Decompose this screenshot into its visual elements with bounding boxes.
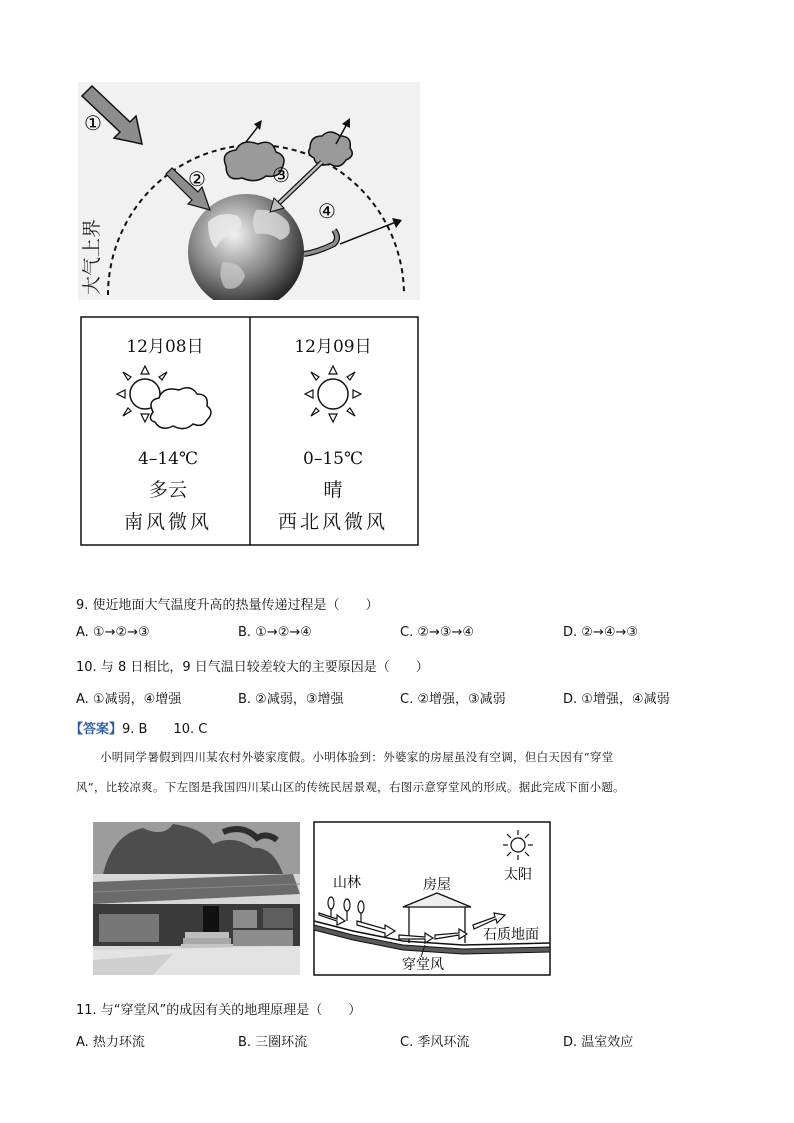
weather-table [80, 316, 420, 548]
weather-date-1: 12月08日 [126, 337, 204, 357]
house-label: 房屋 [423, 877, 451, 893]
question-11-stem: 11. 与“穿堂风”的成因有关的地理原理是（ ） [76, 1003, 362, 1018]
passage-line-1: 小明同学暑假到四川某农村外婆家度假。小明体验到：外婆家的房屋虽没有空调，但白天因有“穿堂 [100, 750, 614, 764]
boundary-label: 大气上界 [81, 218, 103, 295]
cloud-icon-2 [309, 132, 353, 166]
sun-label: 太阳 [504, 867, 532, 883]
q11-option-c[interactable]: C. 季风环流 [400, 1035, 470, 1050]
weather-wind-1: 南风微风 [123, 511, 213, 533]
weather-temp-2: 0–15℃ [303, 449, 363, 469]
q11-option-a[interactable]: A. 热力环流 [76, 1035, 145, 1050]
q9-option-c[interactable]: C. ②→③→④ [400, 625, 475, 640]
weather-wind-2: 西北风微风 [277, 511, 389, 533]
question-10-stem: 10. 与 8 日相比，9 日气温日较差较大的主要原因是（ ） [76, 660, 429, 675]
q11-option-d[interactable]: D. 温室效应 [563, 1035, 634, 1050]
q11-option-b[interactable]: B. 三圈环流 [238, 1035, 308, 1050]
q10-option-c[interactable]: C. ②增强，③减弱 [400, 692, 506, 707]
house-photo [93, 822, 300, 975]
q9-option-b[interactable]: B. ①→②→④ [238, 625, 312, 640]
q10-option-b[interactable]: B. ②减弱，③增强 [238, 692, 344, 707]
q9-option-a[interactable]: A. ①→②→③ [76, 625, 150, 640]
radiation-figure [78, 82, 420, 300]
label-2: ② [188, 167, 206, 191]
label-1: ① [84, 111, 102, 135]
wind-label: 穿堂风 [402, 957, 444, 973]
ground-label: 石质地面 [483, 927, 539, 943]
answer-text: 9. B 10. C [122, 722, 208, 737]
weather-temp-1: 4–14℃ [138, 449, 198, 469]
sun-icon-small [503, 830, 533, 860]
answer-line [70, 718, 207, 737]
q10-option-d[interactable]: D. ①增强，④减弱 [563, 692, 670, 707]
forest-label: 山林 [333, 875, 361, 891]
sun-icon [305, 366, 361, 422]
passage [76, 742, 736, 802]
q10-option-a[interactable]: A. ①减弱，④增强 [76, 692, 182, 707]
wind-diagram [313, 821, 552, 977]
label-4: ④ [318, 199, 336, 223]
q9-option-d[interactable]: D. ②→④→③ [563, 625, 639, 640]
weather-date-2: 12月09日 [294, 337, 372, 357]
answer-tag: 【答案】 [70, 722, 123, 737]
question-9-stem: 9. 使近地面大气温度升高的热量传递过程是（ ） [76, 598, 379, 613]
label-3: ③ [272, 163, 290, 187]
weather-cond-1: 多云 [148, 479, 188, 501]
weather-cond-2: 晴 [323, 479, 343, 501]
passage-line-2: 风”，比较凉爽。下左图是我国四川某山区的传统民居景观，右图示意穿堂风的形成。据此完成下面小题。 [76, 780, 625, 794]
